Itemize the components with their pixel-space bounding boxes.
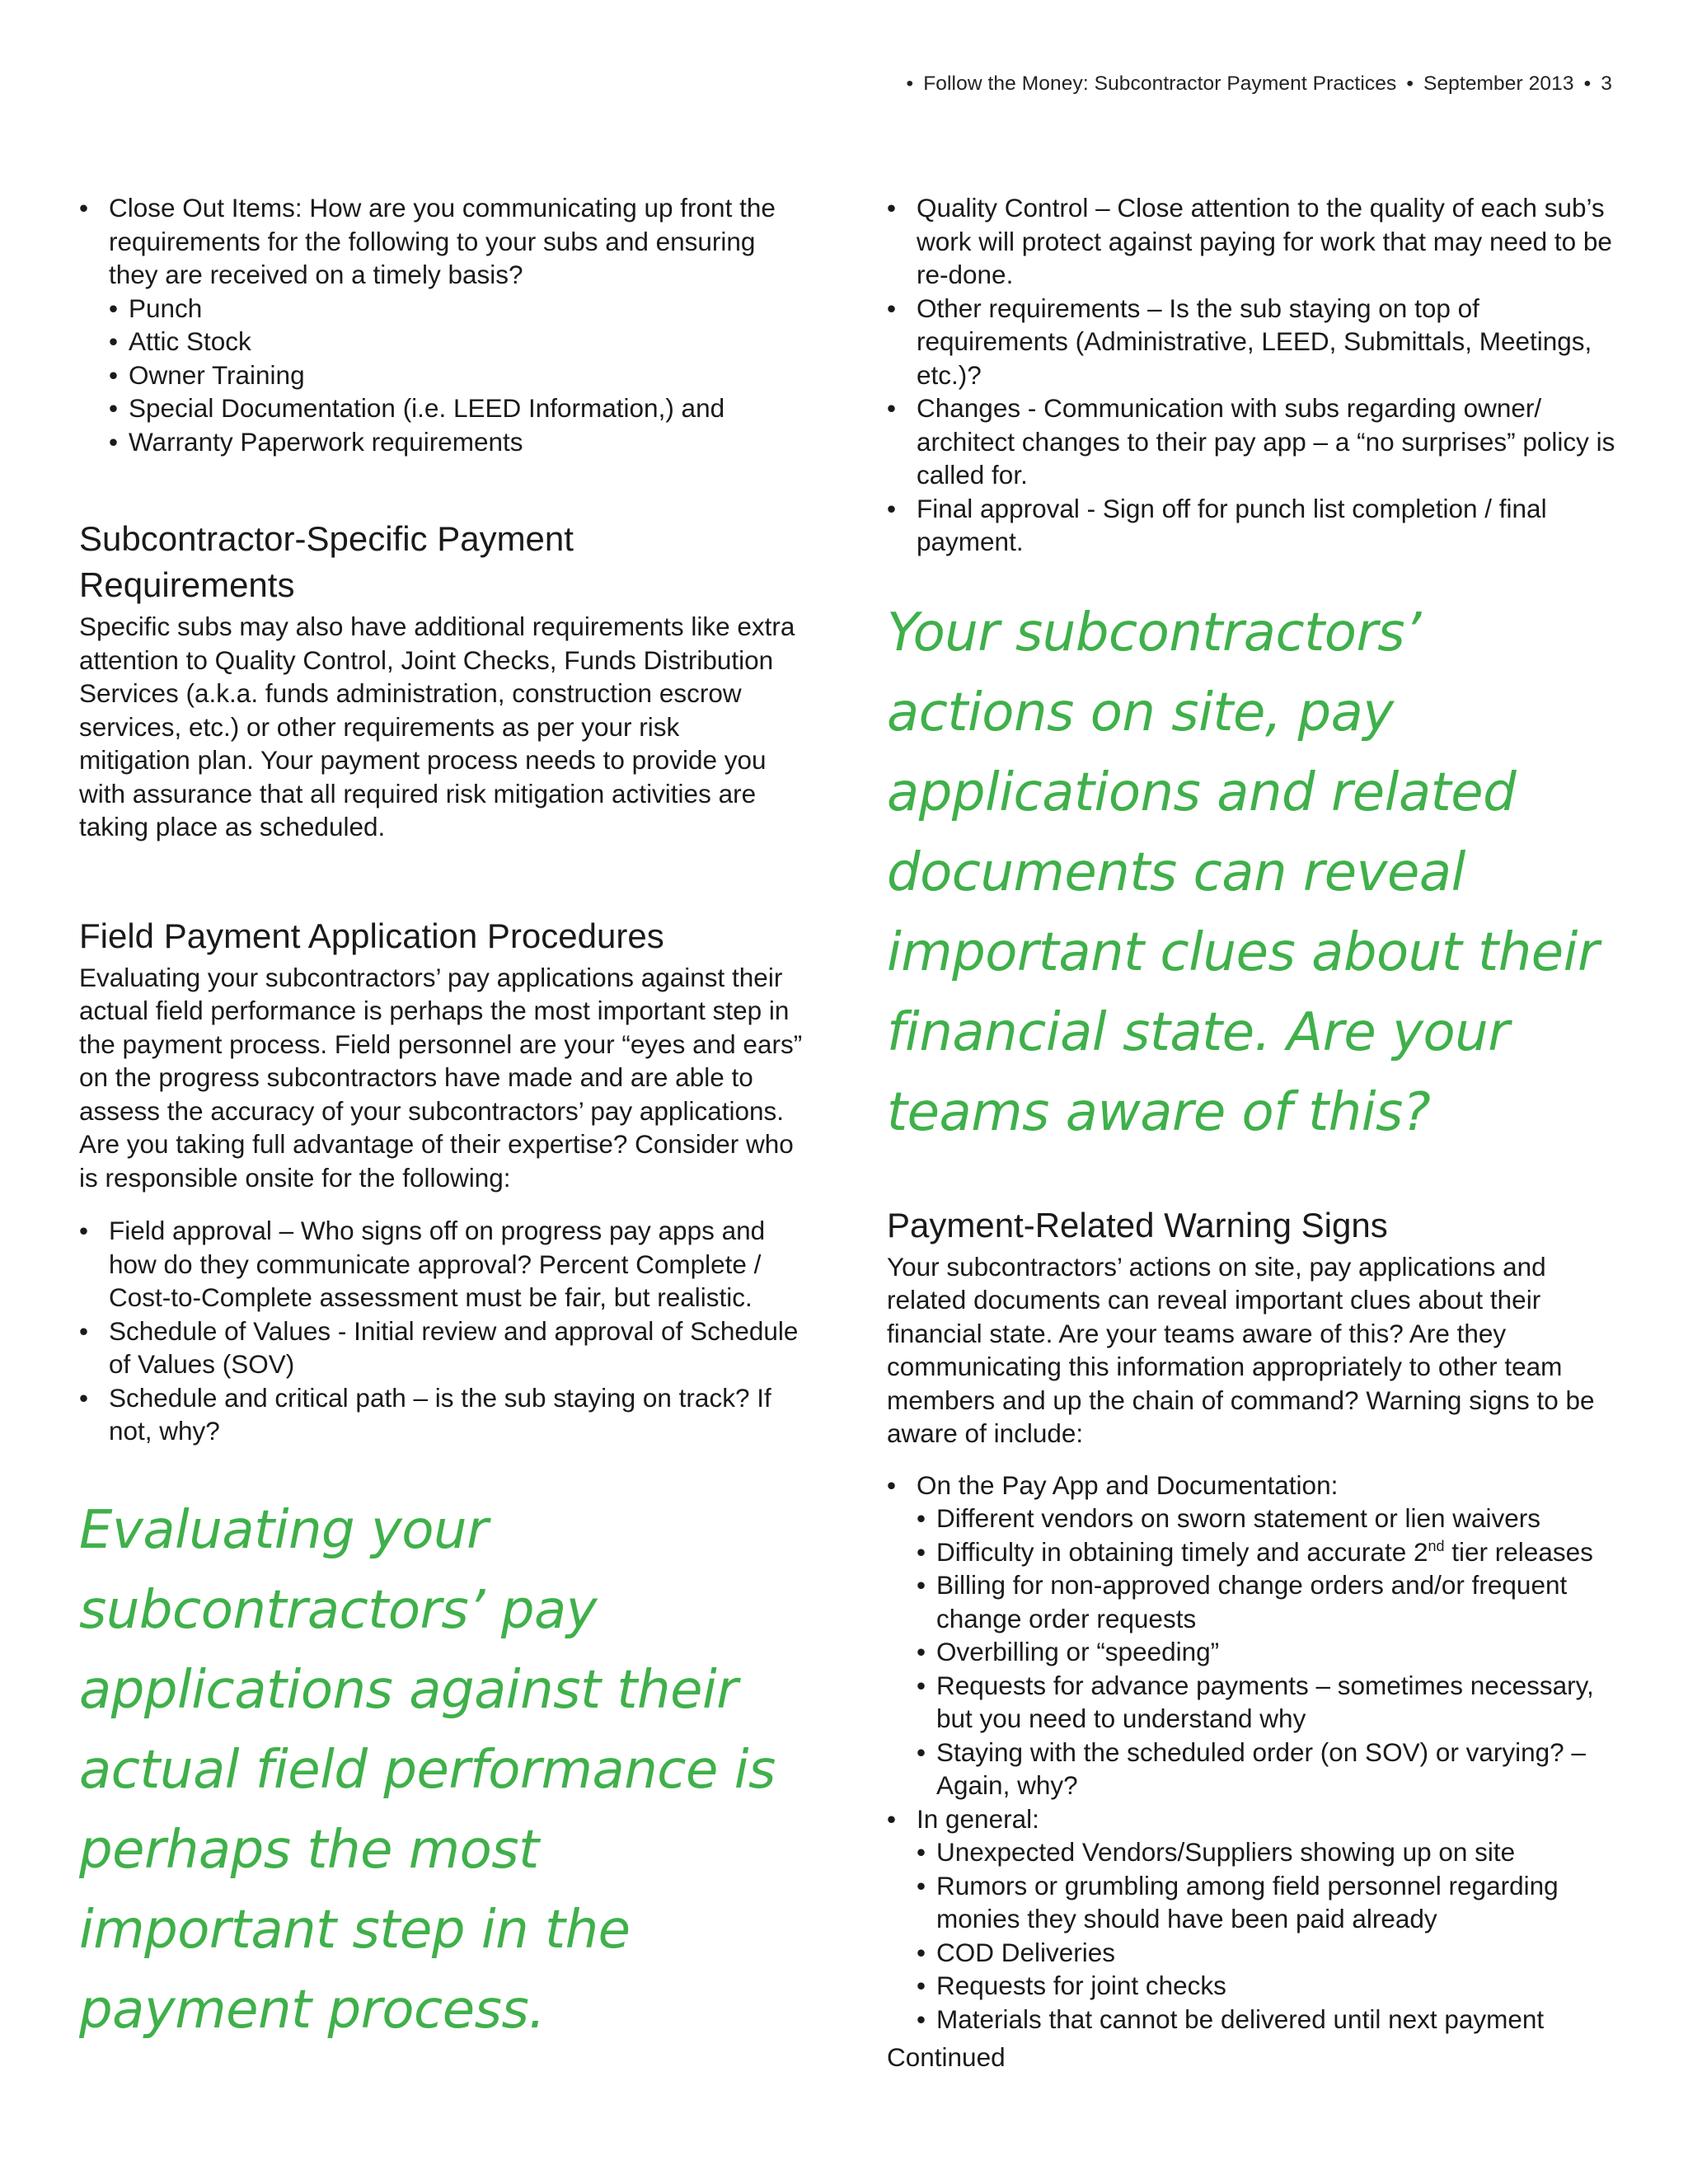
field-payment-bullet: • Field approval – Who signs off on progress pay apps and how do they communicate approval? Percent Complete / Cost-to-Complete assessment must be fair, but realistic. xyxy=(79,1214,804,1315)
warning-item: • Overbilling or “speeding” xyxy=(917,1635,1615,1669)
publication-date: September 2013 xyxy=(1423,73,1574,95)
closeout-item: • Owner Training xyxy=(109,359,804,392)
closeout-item: • Special Documentation (i.e. LEED Information,) and xyxy=(109,391,804,425)
warning-item: • Requests for advance payments – sometimes necessary, but you need to understand why xyxy=(917,1669,1615,1736)
warning-item-text: tier releases xyxy=(1444,1536,1593,1567)
bullet-separator: • xyxy=(906,73,914,95)
requirements-bullet: • Changes - Communication with subs regarding owner/ architect changes to their pay app – a “no surprises” policy is called for. xyxy=(887,391,1615,492)
warning-group-label: On the Pay App and Documentation: xyxy=(917,1469,1339,1500)
pullquote-right: Your subcontractors’ actions on site, pay applications and related documents can reveal important clues about their financial state. Are your teams aware of this? xyxy=(887,602,1599,1143)
warning-item: • Materials that cannot be delivered until next payment xyxy=(917,2003,1615,2036)
requirements-list xyxy=(887,191,1615,559)
warning-signs-list xyxy=(887,1469,1615,2036)
warning-sublist xyxy=(917,1835,1615,2036)
closeout-list xyxy=(79,191,804,458)
warning-item: • Unexpected Vendors/Suppliers showing up on site xyxy=(917,1835,1615,1869)
publication-title: Follow the Money: Subcontractor Payment Practices xyxy=(923,73,1397,95)
ordinal-superscript: nd xyxy=(1428,1537,1445,1554)
closeout-sublist xyxy=(109,292,804,459)
section-heading-warning-signs: Payment-Related Warning Signs xyxy=(887,1205,1388,1244)
bullet-separator: • xyxy=(1406,73,1414,95)
subcontractor-specific-paragraph: Specific subs may also have additional requirements like extra attention to Quality Control, Joint Checks, Funds Distribution Services (a.k.a. funds administration, construction escrow services, etc.) or other requirements as per your risk mitigation plan. Your payment process needs to provide you with assurance that all required risk mitigation activities are taking place as scheduled. xyxy=(79,612,795,841)
warning-signs-paragraph: Your subcontractors’ actions on site, pay applications and related documents can reveal important clues about their financial state. Are your teams aware of this? Are they communicating this information appropriately to other team members and up the chain of command? Warning signs to be aware of include: xyxy=(887,1251,1595,1448)
warning-item: • Rumors or grumbling among field personnel regarding monies they should have been paid already xyxy=(917,1869,1615,1936)
left-column xyxy=(79,191,804,2050)
closeout-item: • Attic Stock xyxy=(109,325,804,359)
page-number: 3 xyxy=(1601,73,1612,95)
field-payment-paragraph: Evaluating your subcontractors’ pay applications against their actual field performance is perhaps the most important step in the payment process. Field personnel are your “eyes and ears” on the progress subcontractors have made and are able to assess the accuracy of your subcontractors’ pay applications. Are you taking full advantage of their expertise? Consider who is responsible onsite for the following: xyxy=(79,962,803,1193)
right-column xyxy=(887,191,1615,2074)
running-header xyxy=(897,73,1612,96)
warning-item: • Staying with the scheduled order (on SOV) or varying? – Again, why? xyxy=(917,1736,1615,1802)
warning-group-general xyxy=(887,1802,1615,2036)
heading-line: Subcontractor-Specific Payment xyxy=(79,519,574,558)
pullquote-left: Evaluating your subcontractors’ pay applications against their actual field performance is perhaps the most important step in the payment process. xyxy=(79,1499,776,2041)
warning-item xyxy=(917,1535,1615,1569)
bullet-separator: • xyxy=(1583,73,1592,95)
section-heading-field-payment: Field Payment Application Procedures xyxy=(79,916,664,955)
heading-line: Requirements xyxy=(79,565,295,604)
warning-item-text: Difficulty in obtaining timely and accurate 2 xyxy=(936,1536,1428,1567)
section-heading-subcontractor-specific xyxy=(79,516,804,608)
field-payment-bullet: • Schedule of Values - Initial review and approval of Schedule of Values (SOV) xyxy=(79,1315,804,1381)
warning-item: • Billing for non-approved change orders and/or frequent change order requests xyxy=(917,1568,1615,1635)
continued-label: Continued xyxy=(887,2042,1006,2072)
closeout-text: Close Out Items: How are you communicating up front the requirements for the following to your subs and ensuring they are received on a timely basis? xyxy=(109,193,776,289)
warning-item: • COD Deliveries xyxy=(917,1936,1615,1970)
warning-item: • Requests for joint checks xyxy=(917,1969,1615,2003)
requirements-bullet: • Final approval - Sign off for punch list completion / final payment. xyxy=(887,492,1615,559)
closeout-item: • Punch xyxy=(109,292,804,326)
field-payment-list xyxy=(79,1214,804,1448)
closeout-item: • Warranty Paperwork requirements xyxy=(109,425,804,459)
warning-item: • Different vendors on sworn statement or lien waivers xyxy=(917,1502,1615,1535)
requirements-bullet: • Quality Control – Close attention to the quality of each sub’s work will protect against paying for work that may need to be re-done. xyxy=(887,191,1615,292)
closeout-bullet xyxy=(79,191,804,458)
warning-group-pay-app xyxy=(887,1469,1615,1802)
requirements-bullet: • Other requirements – Is the sub staying on top of requirements (Administrative, LEED, Submittals, Meetings, etc.)? xyxy=(887,292,1615,392)
warning-sublist xyxy=(917,1502,1615,1802)
field-payment-bullet: • Schedule and critical path – is the sub staying on track? If not, why? xyxy=(79,1381,804,1448)
warning-group-label: In general: xyxy=(917,1803,1039,1834)
